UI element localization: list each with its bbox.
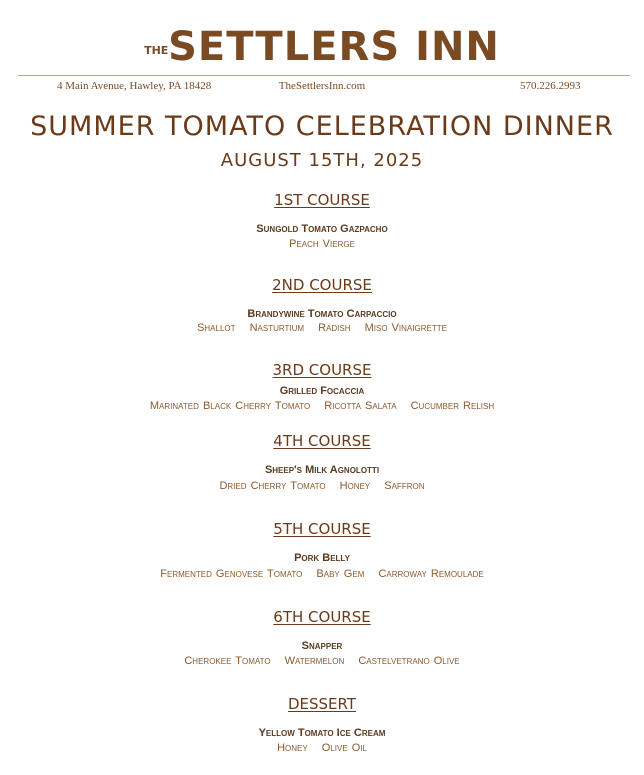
accompaniments: [0, 238, 644, 251]
accompaniment: Carroway Remoulade: [378, 568, 484, 580]
accompaniments: [0, 742, 644, 755]
course-heading: 6TH COURSE: [273, 608, 371, 626]
website-link[interactable]: TheSettlersInn.com: [278, 80, 366, 92]
accompaniments: [0, 655, 644, 668]
event-title: SUMMER TOMATO CELEBRATION DINNER: [30, 111, 614, 142]
dish-name: Brandywine Tomato Carpaccio: [247, 308, 397, 320]
accompaniment: Olive Oil: [321, 742, 367, 754]
phone-number: 570.226.2993: [520, 80, 581, 92]
course-heading: DESSERT: [287, 695, 357, 713]
accompaniment: Saffron: [384, 480, 425, 492]
course-heading: 4TH COURSE: [273, 432, 371, 450]
logo-the: THE: [144, 44, 169, 57]
logo-main: SETTLERS INN: [168, 24, 500, 70]
header-divider: [18, 75, 630, 76]
settlers-inn-logo: [0, 24, 644, 70]
course-heading: 1ST COURSE: [274, 191, 370, 209]
accompaniments: [0, 480, 644, 493]
course-heading: 3RD COURSE: [272, 361, 372, 379]
dish-name: Snapper: [301, 640, 343, 652]
accompaniment: Honey: [339, 480, 371, 492]
accompaniment: Radish: [318, 322, 351, 334]
accompaniment: Watermelon: [284, 655, 345, 667]
accompaniment: Shallot: [197, 322, 236, 334]
accompaniment: Nasturtium: [249, 322, 305, 334]
course-heading: 2ND COURSE: [272, 276, 372, 294]
accompaniment: Cherokee Tomato: [184, 655, 271, 667]
accompaniment: Castelvetrano Olive: [358, 655, 460, 667]
accompaniment: Peach Vierge: [289, 238, 355, 250]
accompaniment: Marinated Black Cherry Tomato: [149, 400, 311, 412]
dish-name: Sungold Tomato Gazpacho: [256, 223, 388, 235]
dish-name: Pork Belly: [294, 552, 350, 564]
accompaniment: Cucumber Relish: [410, 400, 495, 412]
event-date: AUGUST 15TH, 2025: [220, 150, 424, 171]
accompaniment: Fermented Genovese Tomato: [160, 568, 303, 580]
accompaniments: [0, 568, 644, 581]
accompaniment: Ricotta Salata: [324, 400, 397, 412]
accompaniments: [0, 322, 644, 335]
accompaniment: Miso Vinaigrette: [364, 322, 447, 334]
accompaniments: [0, 400, 644, 413]
address: 4 Main Avenue, Hawley, PA 18428: [57, 80, 212, 92]
course-heading: 5TH COURSE: [273, 520, 371, 538]
accompaniment: Dried Cherry Tomato: [219, 480, 326, 492]
dish-name: Sheep's Milk Agnolotti: [264, 464, 380, 476]
accompaniment: Honey: [277, 742, 308, 754]
accompaniment: Baby Gem: [316, 568, 365, 580]
dish-name: Grilled Focaccia: [279, 385, 365, 397]
dish-name: Yellow Tomato Ice Cream: [258, 727, 386, 739]
